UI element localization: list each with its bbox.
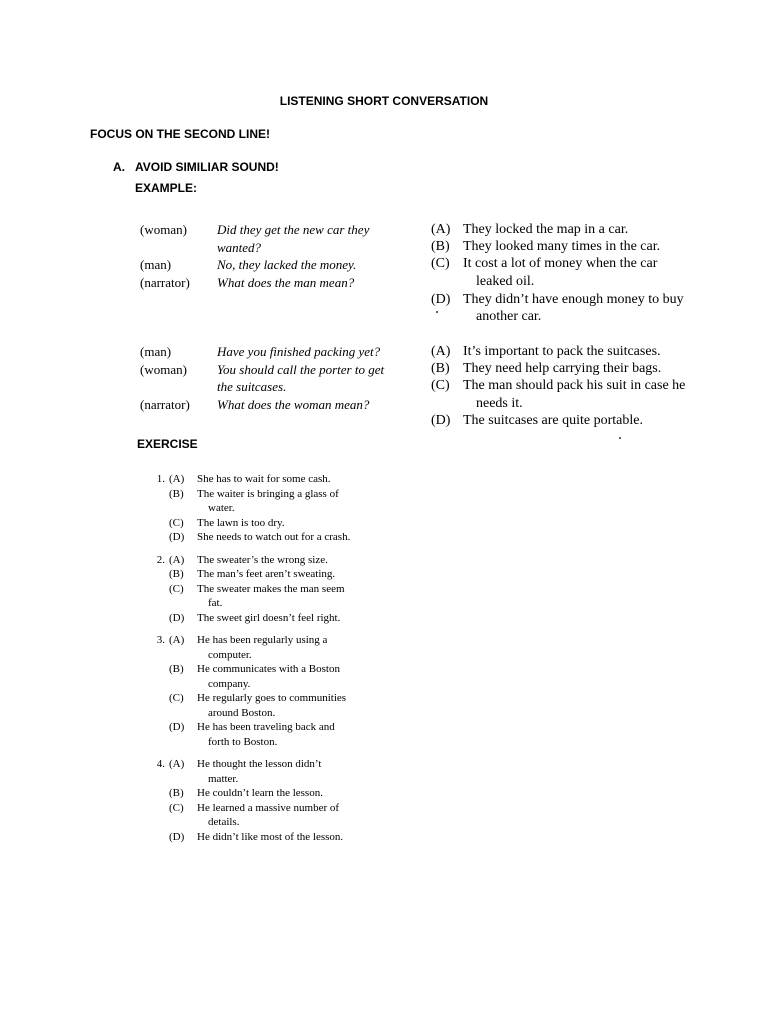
exercise-option <box>150 530 400 545</box>
conversation-line <box>140 396 402 414</box>
option-line: He has been regularly using a <box>197 634 328 646</box>
option-text <box>463 291 721 325</box>
option-line-continued: matter. <box>208 772 239 785</box>
focus-heading: FOCUS ON THE SECOND LINE! <box>90 127 271 141</box>
option-text <box>197 720 400 749</box>
conversation-line <box>140 274 402 292</box>
option-text <box>197 757 400 786</box>
option-line: The sweet girl doesn’t feel right. <box>197 611 341 624</box>
scan-speck <box>436 311 438 313</box>
option-text <box>463 255 721 289</box>
speaker-label: (narrator) <box>140 396 190 412</box>
answer-option <box>431 291 721 325</box>
option-line: The lawn is too dry. <box>197 516 285 529</box>
option-line: They didn’t have enough money to buy <box>463 291 684 307</box>
option-text <box>463 221 721 238</box>
option-text <box>197 487 400 516</box>
answer-option <box>431 343 721 360</box>
speaker-label: (woman) <box>140 222 187 237</box>
exercise-number: 3. <box>156 634 165 646</box>
exercise-option <box>150 801 400 830</box>
option-letter: (C) <box>169 582 184 595</box>
option-line-continued: fat. <box>208 597 223 609</box>
exercise-number: 1. <box>156 473 165 485</box>
option-text <box>463 238 721 255</box>
option-letter: (C) <box>169 516 184 529</box>
utterance: Have you finished packing yet? <box>217 344 381 359</box>
section-heading <box>113 160 279 174</box>
option-line: He has been traveling back and <box>197 721 335 733</box>
speaker-label: (narrator) <box>140 274 190 290</box>
option-line: The man should pack his suit in case he <box>463 378 686 394</box>
exercise-item <box>150 553 400 626</box>
exercise-option <box>150 633 400 662</box>
exercise-option <box>150 553 400 568</box>
conversation-line <box>140 343 402 361</box>
option-line: It’s important to pack the suitcases. <box>463 344 661 359</box>
answer-option <box>431 412 721 429</box>
option-line-continued: leaked oil. <box>476 273 535 289</box>
option-line: It cost a lot of money when the car <box>463 256 658 272</box>
speaker-label: (man) <box>140 257 172 272</box>
exercise-item <box>150 472 400 545</box>
exercise-option <box>150 611 400 626</box>
option-text <box>197 567 400 582</box>
exercise-number: 2. <box>156 553 165 566</box>
option-line: The sweater’s the wrong size. <box>197 553 328 566</box>
option-letter: (C) <box>169 692 184 704</box>
option-text <box>197 801 400 830</box>
option-line-continued: forth to Boston. <box>208 735 278 748</box>
option-letter: (C) <box>431 378 450 394</box>
option-line-continued: another car. <box>476 309 542 325</box>
option-text <box>197 830 400 845</box>
option-text <box>197 516 400 531</box>
option-line: He regularly goes to communities <box>197 692 347 704</box>
scan-speck <box>619 437 621 439</box>
option-line-continued: needs it. <box>476 395 523 411</box>
option-text <box>197 633 400 662</box>
option-text <box>197 472 400 487</box>
option-letter: (C) <box>431 256 450 272</box>
option-line: He didn’t like most of the lesson. <box>197 830 344 843</box>
exercise-option <box>150 691 400 720</box>
exercise-option <box>150 487 400 516</box>
option-line: She needs to watch out for a crash. <box>197 531 351 543</box>
option-letter: (A) <box>169 473 185 485</box>
exercise-option <box>150 662 400 691</box>
exercise-option <box>150 472 400 487</box>
option-line: They need help carrying their bags. <box>463 361 662 377</box>
option-letter: (D) <box>169 830 185 843</box>
answer-option <box>431 238 721 255</box>
example-1-answers <box>431 221 721 325</box>
option-text <box>197 691 400 720</box>
option-line: He learned a massive number of <box>197 801 340 814</box>
option-letter: (B) <box>169 487 184 500</box>
option-text <box>463 343 721 360</box>
utterance: You should call the porter to get the suitcases. <box>217 361 385 394</box>
exercise-item <box>150 757 400 844</box>
example-1-conversation <box>140 221 402 291</box>
option-letter: (B) <box>169 568 184 580</box>
exercise-option <box>150 567 400 582</box>
option-line-continued: around Boston. <box>208 706 276 719</box>
exercise-option <box>150 830 400 845</box>
option-text <box>197 662 400 691</box>
exercise-option <box>150 582 400 611</box>
option-letter: (B) <box>169 663 184 675</box>
option-text <box>463 377 721 411</box>
exercise-option <box>150 757 400 786</box>
option-text <box>463 360 721 377</box>
option-line: The suitcases are quite portable. <box>463 412 643 428</box>
option-line: They looked many times in the car. <box>463 239 661 255</box>
exercise-number: 4. <box>156 758 165 770</box>
utterance: What does the woman mean? <box>217 396 370 412</box>
exercise-item <box>150 633 400 749</box>
option-letter: (B) <box>431 361 450 377</box>
option-line-continued: water. <box>208 502 235 514</box>
option-letter: (A) <box>169 634 185 646</box>
option-letter: (D) <box>169 611 185 624</box>
option-text <box>197 582 400 611</box>
conversation-line <box>140 221 402 256</box>
speaker-label: (woman) <box>140 361 187 377</box>
option-letter: (A) <box>431 344 451 359</box>
option-line: They locked the map in a car. <box>463 222 629 237</box>
option-letter: (D) <box>431 412 451 428</box>
exercise-label: EXERCISE <box>137 437 198 451</box>
answer-option <box>431 377 721 411</box>
utterance: No, they lacked the money. <box>217 257 357 272</box>
option-letter: (A) <box>169 553 185 566</box>
exercise-option <box>150 516 400 531</box>
option-line-continued: details. <box>208 816 240 828</box>
option-line-continued: company. <box>208 677 251 690</box>
example-2-conversation <box>140 343 402 413</box>
option-line: He thought the lesson didn’t <box>197 758 322 770</box>
utterance: Did they get the new car they wanted? <box>217 222 370 255</box>
section-heading-text: AVOID SIMILIAR SOUND! <box>135 160 279 174</box>
option-letter: (A) <box>431 222 451 237</box>
option-letter: (B) <box>431 239 450 255</box>
option-text <box>197 553 400 568</box>
example-label: EXAMPLE: <box>135 181 198 195</box>
exercise-list <box>150 472 400 852</box>
conversation-line <box>140 361 402 396</box>
option-line: The sweater makes the man seem <box>197 582 345 595</box>
option-line: He couldn’t learn the lesson. <box>197 787 323 799</box>
option-letter: (C) <box>169 801 184 814</box>
option-line: He communicates with a Boston <box>197 663 340 675</box>
option-line: She has to wait for some cash. <box>197 473 331 485</box>
option-letter: (A) <box>169 758 185 770</box>
exercise-option <box>150 720 400 749</box>
option-line-continued: computer. <box>208 648 252 661</box>
option-text <box>197 611 400 626</box>
option-text <box>197 530 400 545</box>
speaker-label: (man) <box>140 344 172 359</box>
exercise-option <box>150 786 400 801</box>
option-letter: (D) <box>169 531 185 543</box>
option-line: The man’s feet aren’t sweating. <box>197 568 336 580</box>
section-letter: A. <box>113 160 125 174</box>
option-letter: (D) <box>431 291 451 307</box>
option-line: The waiter is bringing a glass of <box>197 487 339 500</box>
utterance: What does the man mean? <box>217 274 355 290</box>
answer-option <box>431 360 721 377</box>
option-letter: (B) <box>169 787 184 799</box>
option-text <box>197 786 400 801</box>
answer-option <box>431 255 721 289</box>
example-2-answers <box>431 343 721 429</box>
option-letter: (D) <box>169 721 185 733</box>
conversation-line <box>140 256 402 274</box>
document-title: LISTENING SHORT CONVERSATION <box>279 94 489 108</box>
option-text <box>463 412 721 429</box>
answer-option <box>431 221 721 238</box>
